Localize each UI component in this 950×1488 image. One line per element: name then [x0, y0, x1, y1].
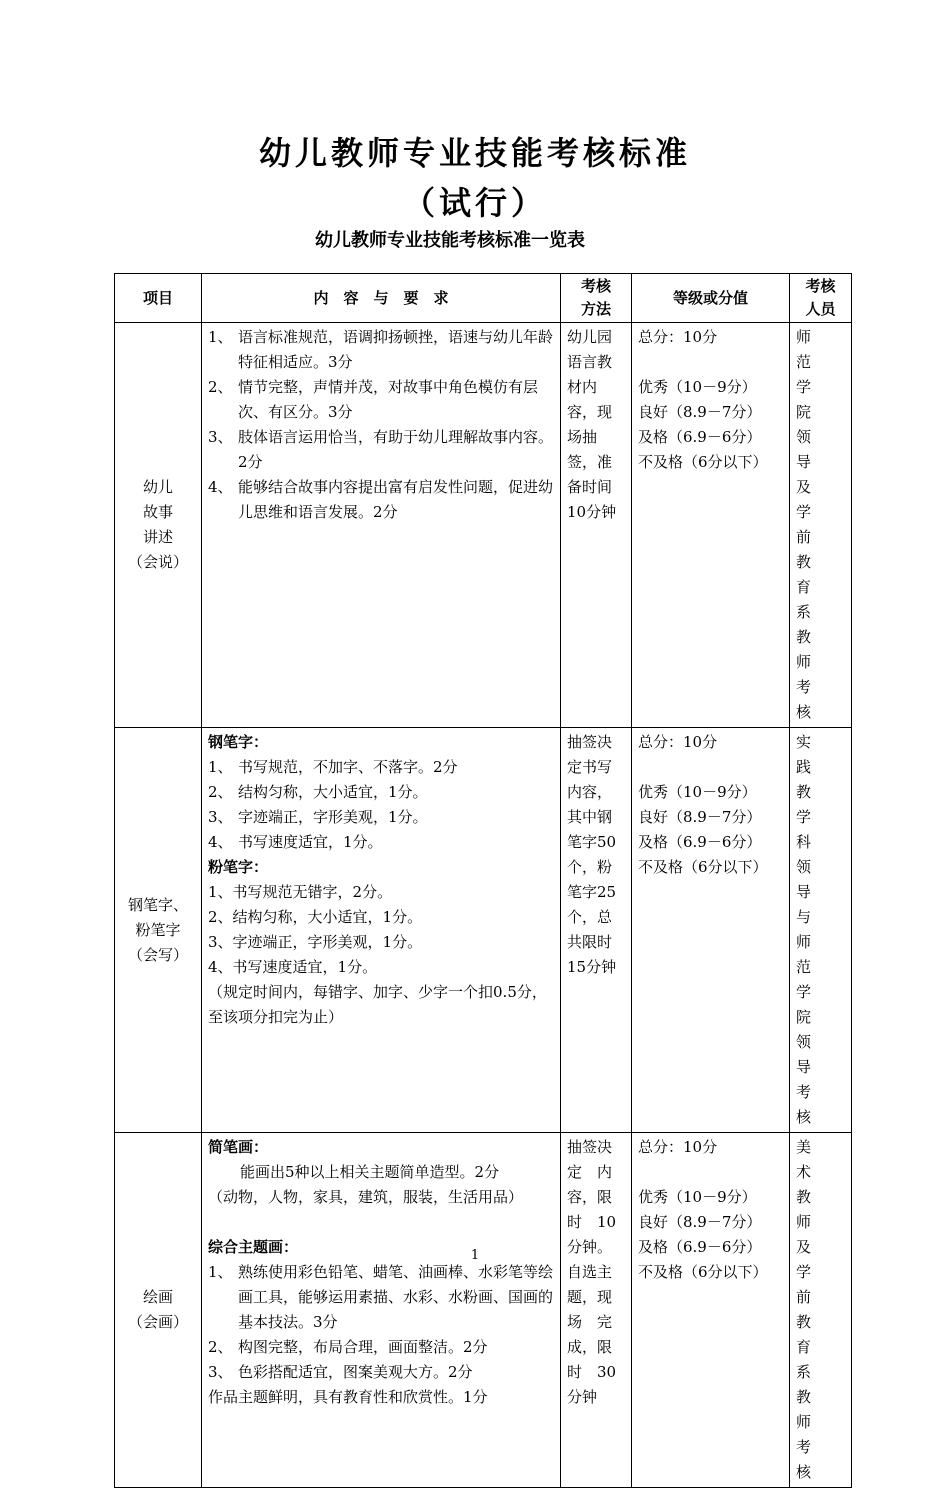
examiner-cell — [790, 1133, 852, 1488]
item-label: 故事 — [142, 503, 173, 521]
item-cell — [115, 1133, 202, 1488]
grade-level: 优秀（10－9分） — [638, 1188, 757, 1206]
table-row — [115, 1133, 852, 1488]
requirement-text: 肢体语言运用恰当，有助于幼儿理解故事内容。2分 — [238, 428, 554, 471]
examiner-text: 前教 — [796, 528, 822, 571]
requirement-number: 1、 — [208, 328, 233, 346]
method-cell — [561, 728, 632, 1133]
method-text: 定书写 — [567, 758, 613, 776]
requirement-text: 作品主题鲜明，具有教育性和欣赏性。1分 — [208, 1388, 488, 1406]
method-text: 时 10 — [567, 1213, 617, 1231]
grade-cell — [632, 728, 790, 1133]
examiner-text: 育系 — [796, 1338, 822, 1381]
grade-level: 及格（6.9－6分） — [638, 1238, 762, 1256]
requirement-number: 1、 — [208, 758, 233, 776]
method-text: 分钟 — [567, 1388, 598, 1406]
method-text: 10分钟 — [567, 503, 617, 521]
examiner-text: 考核 — [796, 1083, 822, 1126]
page-number: 1 — [470, 1248, 480, 1263]
grade-level: 及格（6.9－6分） — [638, 833, 762, 851]
examiner-text: 及学 — [796, 478, 822, 521]
examiner-text: 前教 — [796, 1288, 822, 1331]
requirement-item — [208, 830, 554, 855]
requirement-item — [208, 805, 554, 830]
header-item: 项目 — [115, 274, 202, 323]
requirement-item — [208, 375, 554, 425]
examiner-cell — [790, 728, 852, 1133]
requirement-text: 字迹端正，字形美观，1分。 — [238, 808, 428, 826]
grade-level: 及格（6.9－6分） — [638, 428, 762, 446]
method-text: 签，准 — [567, 453, 613, 471]
item-label: 讲述 — [142, 528, 173, 546]
requirement-number: 4、 — [208, 833, 233, 851]
method-text: 共限时 — [567, 933, 613, 951]
examiner-text: 学院 — [796, 983, 822, 1026]
examiner-text: 领导 — [796, 428, 822, 471]
item-label: 幼儿 — [142, 478, 173, 496]
item-label: 钢笔字、 — [127, 895, 188, 914]
requirement-number: 4、 — [208, 478, 233, 496]
method-text: 笔字25 — [567, 883, 617, 901]
requirement-number: 2、 — [208, 783, 233, 801]
examiner-text: 美术 — [796, 1138, 822, 1181]
table-row — [115, 323, 852, 728]
item-label: （会说） — [127, 553, 188, 571]
content-cell — [202, 323, 561, 728]
grade-cell — [632, 323, 790, 728]
method-text: 自选主 — [567, 1263, 613, 1281]
examiner-text: 实践 — [796, 733, 822, 776]
grade-level: 良好（8.9－7分） — [638, 808, 762, 826]
requirement-item — [208, 325, 554, 375]
examiner-text: 导与 — [796, 883, 822, 926]
method-text: 容，现 — [567, 403, 613, 421]
method-cell — [561, 323, 632, 728]
requirement-text: 语言标准规范，语调抑扬顿挫，语速与幼儿年龄特征相适应。3分 — [238, 328, 554, 371]
requirement-text: 书写规范，不加字、不落字。2分 — [238, 758, 458, 776]
examiner-text: 领导 — [796, 1033, 822, 1076]
method-text: 场 完 — [567, 1313, 613, 1331]
requirement-text: 3、字迹端正，字形美观，1分。 — [208, 933, 423, 951]
method-text: 个，粉 — [567, 858, 613, 876]
grade-cell — [632, 1133, 790, 1488]
requirement-text: 4、书写速度适宜，1分。 — [208, 958, 378, 976]
requirement-number: 2、 — [208, 378, 233, 396]
table-caption: 幼儿教师专业技能考核标准一览表 — [315, 230, 585, 251]
grade-level: 良好（8.9－7分） — [638, 403, 762, 421]
requirement-number: 3、 — [208, 1363, 233, 1381]
method-text: 内容， — [567, 783, 613, 801]
requirement-number: 3、 — [208, 808, 233, 826]
requirement-text: 能画出5种以上相关主题简单造型。2分 — [240, 1163, 500, 1181]
section-heading: 简笔画： — [208, 1138, 269, 1156]
requirement-note: （动物，人物，家具，建筑，服装，生活用品） — [208, 1188, 524, 1206]
table-header-row — [115, 274, 852, 323]
requirement-number: 3、 — [208, 428, 233, 446]
method-text: 场抽 — [567, 428, 598, 446]
examiner-text: 科领 — [796, 833, 822, 876]
examiner-text: 师范 — [796, 328, 822, 371]
requirement-text: 书写速度适宜，1分。 — [238, 833, 383, 851]
requirement-item — [208, 780, 554, 805]
header-grade: 等级或分值 — [632, 274, 790, 323]
content-cell — [202, 1133, 561, 1488]
examiner-text: 教师 — [796, 1188, 822, 1231]
deduction-note: （规定时间内，每错字、加字、少字一个扣0.5分，至该项分扣完为止） — [208, 983, 547, 1026]
grade-level: 不及格（6分以下） — [638, 453, 768, 471]
section-heading: 粉笔字： — [208, 858, 269, 876]
item-label: （会画） — [127, 1313, 188, 1331]
section-heading: 综合主题画： — [208, 1238, 299, 1256]
examiner-text: 育系 — [796, 578, 822, 621]
method-text: 其中钢 — [567, 808, 613, 826]
item-label: （会写） — [127, 945, 188, 964]
requirement-text: 情节完整，声情并茂，对故事中角色模仿有层次、有区分。3分 — [238, 378, 539, 421]
grade-level: 优秀（10－9分） — [638, 378, 757, 396]
examiner-text: 教学 — [796, 783, 822, 826]
header-examiner — [790, 274, 852, 323]
examiner-text: 考核 — [796, 1438, 822, 1481]
header-examiner-line: 考核 — [805, 277, 836, 295]
examiner-text: 及学 — [796, 1238, 822, 1281]
table-row — [115, 728, 852, 1133]
document-title-note: （试行） — [402, 184, 547, 222]
requirement-text: 2、结构匀称，大小适宜，1分。 — [208, 908, 423, 926]
requirement-item — [208, 425, 554, 475]
grade-level: 不及格（6分以下） — [638, 858, 768, 876]
grade-total: 总分：10分 — [638, 733, 718, 751]
method-text: 题，现 — [567, 1288, 613, 1306]
method-text: 容，限 — [567, 1188, 613, 1206]
method-text: 分钟。 — [567, 1238, 613, 1256]
item-label: 绘画 — [142, 1288, 173, 1306]
method-text: 抽签决 — [567, 733, 613, 751]
method-text: 定 内 — [567, 1163, 613, 1181]
requirement-number: 1、 — [208, 1263, 233, 1281]
requirement-text: 1、书写规范无错字，2分。 — [208, 883, 393, 901]
header-method — [561, 274, 632, 323]
examiner-text: 教师 — [796, 628, 822, 671]
method-text: 抽签决 — [567, 1138, 613, 1156]
requirement-text: 色彩搭配适宜，图案美观大方。2分 — [238, 1363, 473, 1381]
item-label: 粉笔字 — [135, 920, 181, 939]
method-cell — [561, 1133, 632, 1488]
method-text: 语言教 — [567, 353, 613, 371]
requirement-text: 结构匀称，大小适宜，1分。 — [238, 783, 428, 801]
examiner-text: 学院 — [796, 378, 822, 421]
examiner-text: 师范 — [796, 933, 822, 976]
method-text: 15分钟 — [567, 958, 617, 976]
method-text: 时 30 — [567, 1363, 617, 1381]
requirement-text: 熟练使用彩色铅笔、蜡笔、油画棒、水彩笔等绘画工具，能够运用素描、水彩、水粉画、国画的基本技法。3分 — [238, 1263, 554, 1331]
requirement-item — [208, 1360, 554, 1385]
grade-total: 总分：10分 — [638, 328, 718, 346]
requirement-text: 构图完整，布局合理，画面整洁。2分 — [238, 1338, 488, 1356]
examiner-text: 考核 — [796, 678, 822, 721]
method-text: 材内 — [567, 378, 598, 396]
requirement-item — [208, 475, 554, 525]
requirement-item — [208, 1335, 554, 1360]
document-title: 幼儿教师专业技能考核标准 — [258, 134, 691, 172]
requirement-number: 2、 — [208, 1338, 233, 1356]
item-cell — [115, 728, 202, 1133]
content-cell — [202, 728, 561, 1133]
requirement-text: 能够结合故事内容提出富有启发性问题，促进幼儿思维和语言发展。2分 — [238, 478, 554, 521]
grade-level: 良好（8.9－7分） — [638, 1213, 762, 1231]
grade-total: 总分：10分 — [638, 1138, 718, 1156]
examiner-cell — [790, 323, 852, 728]
header-method-line: 方法 — [580, 300, 611, 318]
method-text: 备时间 — [567, 478, 613, 496]
examiner-text: 教师 — [796, 1388, 822, 1431]
method-text: 个，总 — [567, 908, 613, 926]
standards-table — [114, 273, 852, 1488]
method-text: 笔字50 — [567, 833, 617, 851]
method-text: 幼儿园 — [567, 328, 613, 346]
section-heading: 钢笔字： — [208, 733, 269, 751]
header-content: 内 容 与 要 求 — [202, 274, 561, 323]
grade-level: 优秀（10－9分） — [638, 783, 757, 801]
requirement-item — [208, 1260, 554, 1335]
grade-level: 不及格（6分以下） — [638, 1263, 768, 1281]
header-examiner-line: 人员 — [805, 300, 836, 318]
method-text: 成，限 — [567, 1338, 613, 1356]
item-cell — [115, 323, 202, 728]
header-method-line: 考核 — [580, 277, 611, 295]
requirement-item — [208, 755, 554, 780]
